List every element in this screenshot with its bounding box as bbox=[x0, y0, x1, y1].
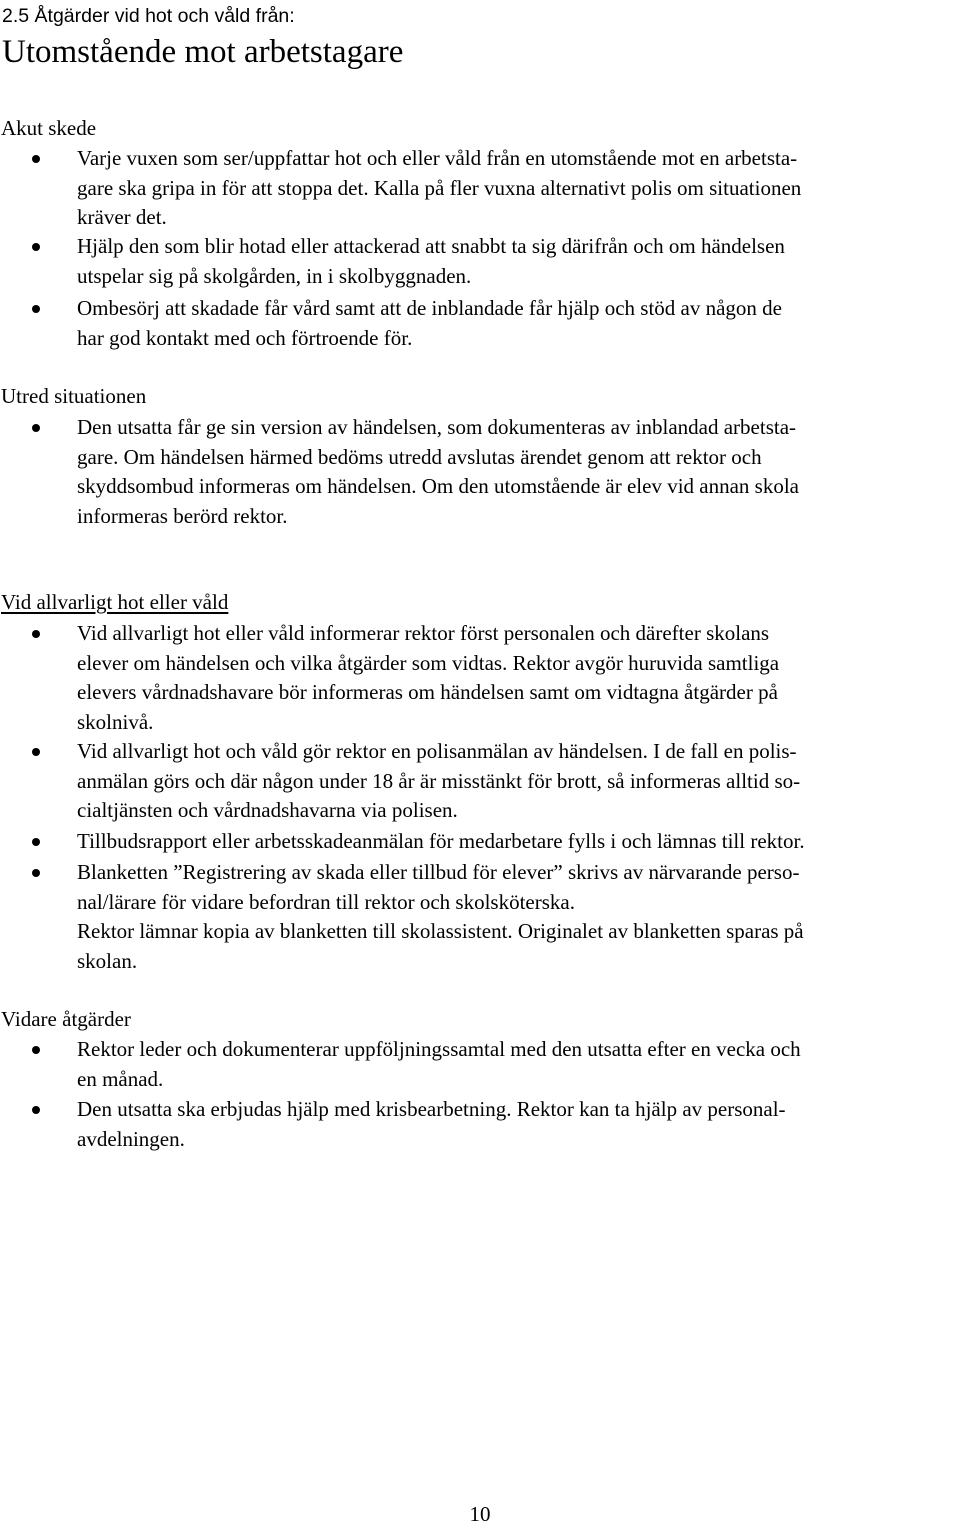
section-heading-utred-situationen: Utred situationen bbox=[1, 384, 147, 408]
list-item-line: cialtjänsten och vårdnadshavarna via polisen. bbox=[77, 798, 458, 822]
list-item-line: informeras berörd rektor. bbox=[77, 503, 288, 528]
list-item bbox=[77, 1035, 801, 1094]
list-item-line: anmälan görs och där någon under 18 år är misstänkt för brott, så informeras alltid so- bbox=[77, 768, 801, 793]
list-item-line: skolan. bbox=[77, 948, 138, 973]
list-item-line: Rektor leder och dokumenterar uppföljningssamtal med den utsatta efter en vecka och bbox=[77, 1037, 801, 1061]
list-item-line: kräver det. bbox=[77, 205, 167, 229]
list-item-line: gare ska gripa in för att stoppa det. Kalla på fler vuxna alternativt polis om situationen bbox=[77, 175, 802, 200]
list-item-line: Vid allvarligt hot och våld gör rektor en polisanmälan av händelsen. I de fall en polis- bbox=[77, 739, 797, 763]
list-item-line: avdelningen. bbox=[77, 1126, 185, 1151]
bullet-icon bbox=[32, 424, 40, 432]
list-item bbox=[77, 413, 799, 531]
section-number: 2.5 Åtgärder vid hot och våld från: bbox=[2, 5, 295, 27]
list-item bbox=[77, 144, 801, 233]
list-item bbox=[77, 827, 805, 857]
bullet-icon bbox=[32, 155, 40, 163]
bullet-icon bbox=[32, 748, 40, 756]
bullet-icon bbox=[32, 869, 40, 877]
list-item bbox=[77, 619, 779, 737]
list-item-line: Den utsatta får ge sin version av händelsen, som dokumenteras av inblandad arbetsta- bbox=[77, 415, 797, 439]
list-item-line: elevers vårdnadshavare bör informeras om händelsen samt om vidtagna åtgärder på bbox=[77, 680, 778, 704]
list-item-line: utspelar sig på skolgården, in i skolbyggnaden. bbox=[77, 263, 472, 288]
bullet-icon bbox=[32, 305, 40, 313]
list-item-line: en månad. bbox=[77, 1066, 164, 1091]
bullet-icon bbox=[32, 1106, 40, 1114]
list-item bbox=[77, 737, 800, 826]
list-item-line: Vid allvarligt hot eller våld informerar rektor först personalen och därefter skolans bbox=[77, 621, 770, 645]
list-item-line: Blanketten ”Registrering av skada eller tillbud för elever” skrivs av närvarande perso- bbox=[77, 860, 800, 884]
list-item-line: nal/lärare för vidare befordran till rektor och skolsköterska. bbox=[77, 889, 575, 914]
list-item-line: skolnivå. bbox=[77, 709, 154, 734]
bullet-icon bbox=[32, 243, 40, 251]
page-number: 10 bbox=[469, 1502, 491, 1526]
list-item-line: Tillbudsrapport eller arbetsskadeanmälan för medarbetare fylls i och lämnas till rektor. bbox=[77, 829, 805, 853]
list-item-line: gare. Om händelsen härmed bedöms utredd avslutas ärendet genom att rektor och bbox=[77, 444, 762, 469]
list-item bbox=[77, 858, 804, 976]
list-item-line: Den utsatta ska erbjudas hjälp med krisbearbetning. Rektor kan ta hjälp av personal- bbox=[77, 1097, 786, 1121]
list-item-line: elever om händelsen och vilka åtgärder som vidtas. Rektor avgör huruvida samtliga bbox=[77, 650, 780, 675]
list-item-line: Rektor lämnar kopia av blanketten till skolassistent. Originalet av blanketten sparas på bbox=[77, 919, 804, 943]
list-item-line: skyddsombud informeras om händelsen. Om den utomstående är elev vid annan skola bbox=[77, 474, 799, 498]
list-item-line: Varje vuxen som ser/uppfattar hot och eller våld från en utomstående mot en arbetsta- bbox=[77, 146, 798, 170]
section-heading-akut-skede: Akut skede bbox=[1, 116, 97, 140]
list-item bbox=[77, 1095, 786, 1154]
page-title: Utomstående mot arbetstagare bbox=[2, 34, 404, 70]
list-item-line: Hjälp den som blir hotad eller attackerad att snabbt ta sig därifrån och om händelsen bbox=[77, 234, 785, 258]
list-item-line: har god kontakt med och förtroende för. bbox=[77, 325, 413, 350]
list-item bbox=[77, 294, 782, 353]
bullet-icon bbox=[32, 838, 40, 846]
bullet-icon bbox=[32, 630, 40, 638]
bullet-icon bbox=[32, 1046, 40, 1054]
list-item bbox=[77, 232, 785, 291]
section-heading-vid-allvarligt-hot: Vid allvarligt hot eller våld bbox=[1, 590, 229, 614]
list-item-line: Ombesörj att skadade får vård samt att de inblandade får hjälp och stöd av någon de bbox=[77, 296, 783, 320]
section-heading-vidare-atgarder: Vidare åtgärder bbox=[1, 1007, 131, 1031]
